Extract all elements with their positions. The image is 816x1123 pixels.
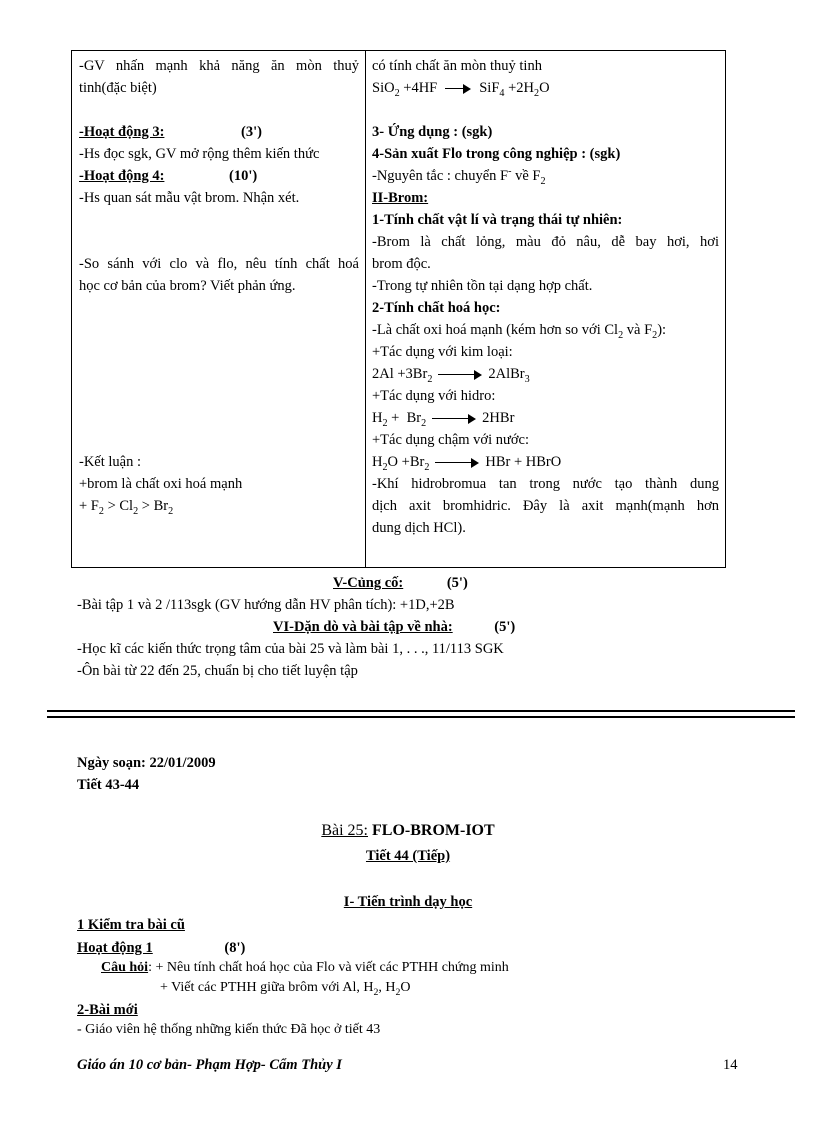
period-line: Tiết 43-44: [77, 777, 140, 793]
process-title: I- Tiến trình dạy học: [343, 894, 473, 910]
reaction-arrow-icon: [445, 84, 471, 94]
newlesson-line: - Giáo viên hệ thống những kiến thức Đã học ở tiết 43: [77, 1022, 381, 1037]
left-cell-line: -GV nhấn mạnh khả năng ăn mòn thuỷ: [79, 58, 359, 74]
date-line: [77, 752, 216, 774]
right-cell-line: +Tác dụng với hidro:: [372, 388, 496, 404]
left-cell-line: +brom là chất oxi hoá mạnh: [79, 476, 243, 492]
activity-1-label: Hoạt động 1: [77, 940, 153, 956]
right-cell-line: 1-Tính chất vật lí và trạng thái tự nhiên:: [372, 212, 623, 228]
left-cell-line: -So sánh với clo và flo, nêu tính chất hoá: [79, 256, 359, 272]
equation-lhs: SiO$_2$ +4HF: [372, 80, 438, 99]
right-cell-line: [372, 77, 550, 99]
equation-rhs: 2HBr: [482, 410, 515, 426]
right-cell-line: dung dịch HCl).: [372, 520, 466, 536]
section5-line: -Bài tập 1 và 2 /113sgk (GV hướng dẫn HV phân tích): +1D,+2B: [77, 597, 455, 613]
right-cell-line: II-Brom:: [372, 190, 429, 206]
section6-heading: [273, 616, 515, 638]
left-cell-line: -Hs đọc sgk, GV mở rộng thêm kiến thức: [79, 146, 320, 162]
right-cell-line: [372, 451, 561, 473]
left-cell-line: -Hoạt động 4: (10'): [79, 165, 164, 187]
activity-time: (3'): [241, 124, 262, 140]
review-heading: 1 Kiểm tra bài cũ: [77, 917, 185, 933]
left-cell-line: học cơ bản của brom? Viết phản ứng.: [79, 278, 296, 294]
section5-title: V-Củng cố:: [333, 575, 404, 591]
section6-line1: -Học kĩ các kiến thức trọng tâm của bài 25 và làm bài 1, . . ., 11/113 SGK: [77, 641, 504, 657]
activity-time: (10'): [229, 168, 258, 184]
equation-rhs: $SiF_4 +2H_2O$: [479, 80, 550, 99]
left-cell-line: + $F_2 > Cl_2 > Br_2$: [79, 498, 174, 517]
left-cell-line: -Hs quan sát mẫu vật brom. Nhận xét.: [79, 190, 300, 206]
right-cell-line: có tính chất ăn mòn thuỷ tinh: [372, 58, 542, 74]
right-cell-line: +Tác dụng với kim loại:: [372, 344, 513, 360]
reaction-arrow-icon: [435, 458, 479, 468]
separator-rule-bottom: [47, 716, 795, 718]
section6-line2: -Ôn bài từ 22 đến 25, chuẩn bị cho tiết luyện tập: [77, 663, 358, 679]
equation-lhs: $2Al +3Br_2$: [372, 366, 433, 385]
right-cell-line: 2-Tính chất hoá học:: [372, 300, 501, 316]
reaction-arrow-icon: [438, 370, 482, 380]
right-cell-line: -Khí hidrobromua tan trong nước tạo thành dung: [372, 476, 719, 492]
question-2: + Viết các PTHH giữa brôm với Al, $H_2$, $H_2O$: [160, 980, 411, 998]
page-number: 14: [723, 1057, 738, 1073]
date-value: 22/01/2009: [149, 755, 216, 771]
section6-time: (5'): [494, 619, 516, 635]
right-cell-line: [372, 407, 514, 429]
left-cell-line: -Kết luận :: [79, 454, 142, 470]
question-1-text: : + Nêu tính chất hoá học của Flo và viết các PTHH chứng minh: [148, 960, 509, 975]
lesson-prefix: Bài 25:: [321, 822, 368, 839]
right-cell-line: +Tác dụng chậm với nước:: [372, 432, 529, 448]
equation-lhs: $H_2O +Br_2$: [372, 454, 430, 473]
right-cell-line: -Là chất oxi hoá mạnh (kém hơn so với $Cl_2$ và $F_2$):: [372, 322, 667, 341]
section6-title: VI-Dặn dò và bài tập về nhà:: [273, 619, 453, 635]
equation-rhs: HBr + HBrO: [485, 454, 562, 470]
right-cell-line: -Nguyên tắc : chuyển F- về $F_2$: [372, 166, 546, 187]
lesson-title: [0, 820, 816, 842]
newlesson-heading: 2-Bài mới: [77, 1002, 138, 1018]
separator-rule-top: [47, 710, 795, 712]
right-cell-line: 4-Sản xuất Flo trong công nghiệp : (sgk): [372, 146, 621, 162]
right-cell-line: -Brom là chất lỏng, màu đỏ nâu, dễ bay hơi, hơi: [372, 234, 719, 250]
reaction-arrow-icon: [432, 414, 476, 424]
right-cell-line: [372, 363, 530, 385]
right-cell-line: -Trong tự nhiên tồn tại dạng hợp chất.: [372, 278, 593, 294]
question-label: Câu hỏi: [101, 960, 149, 975]
table-divider: [365, 51, 366, 567]
right-cell-line: brom độc.: [372, 256, 431, 272]
left-cell-line: -Hoạt động 3: (3'): [79, 121, 164, 143]
right-cell-line: 3- Ứng dụng : (sgk): [372, 124, 493, 140]
question-1: [101, 957, 509, 979]
right-cell-line: dịch axit bromhidric. Đây là axit mạnh(mạnh hơn: [372, 498, 719, 514]
lesson-name: FLO-BROM-IOT: [372, 822, 495, 839]
equation-lhs: $H_2 + Br_2$: [372, 410, 427, 429]
activity-1: [77, 937, 245, 959]
lesson-subtitle: Tiết 44 (Tiếp): [365, 848, 451, 864]
activity-1-time: (8'): [224, 940, 246, 956]
section5-time: (5'): [446, 575, 468, 591]
lesson-table: [71, 50, 726, 568]
section5-heading: [333, 572, 468, 594]
equation-rhs: 2AlBr$_3$: [488, 366, 530, 385]
footer-text: Giáo án 10 cơ bản- Phạm Hợp- Cẩm Thủy I: [77, 1057, 342, 1073]
date-label: Ngày soạn:: [77, 755, 146, 771]
left-cell-line: tinh(đặc biệt): [79, 80, 157, 96]
